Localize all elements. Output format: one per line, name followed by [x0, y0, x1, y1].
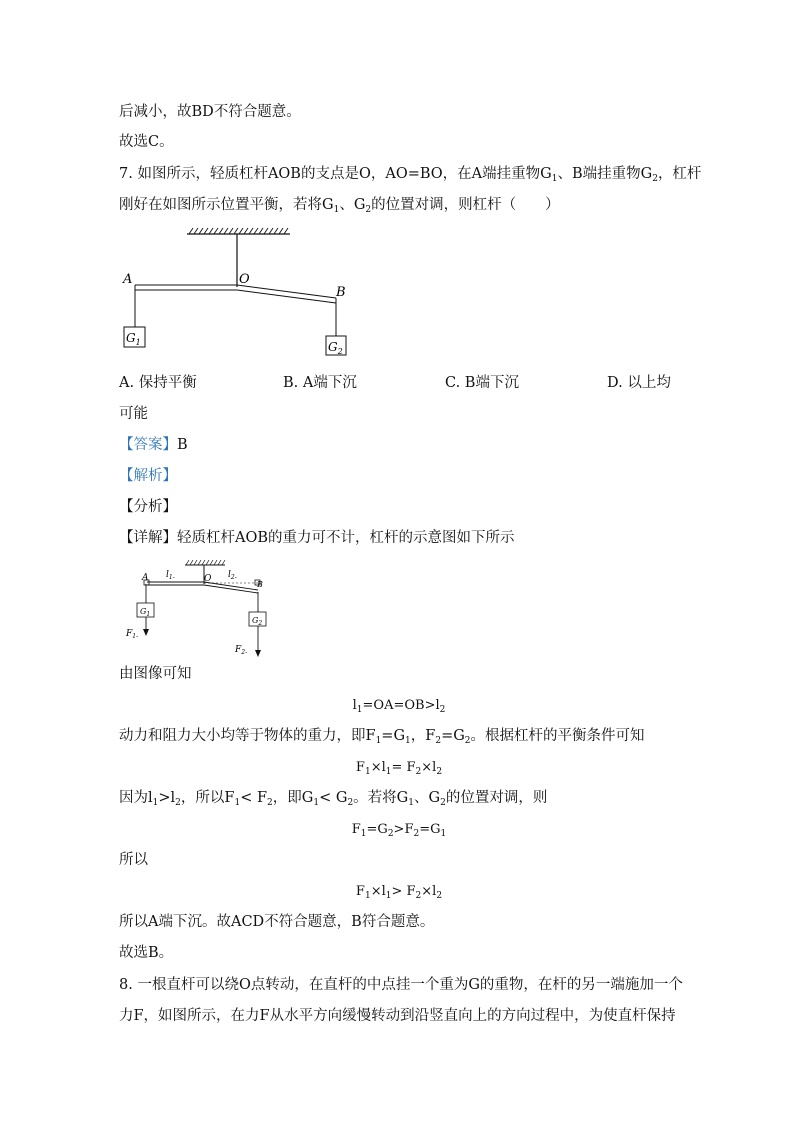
- force-line: 动力和阻力大小均等于物体的重力，即$F_1=G_1$，$F_2=G_2$。根据杠杆的平衡条件可知: [119, 728, 645, 746]
- fig2-label-l2: $l_2-$: [228, 570, 237, 581]
- analysis-label: 【解析】: [119, 468, 177, 484]
- conclusion-line: 所以A端下沉。故ACD不符合题意，B符合题意。: [119, 914, 435, 930]
- fig2-label-O: O: [204, 574, 212, 584]
- intro-line-2: 故选C。: [119, 134, 174, 150]
- option-d-continued: 可能: [119, 406, 148, 422]
- fig2-label-F1: $F_1-$: [126, 629, 139, 640]
- answer-label: 【答案】: [119, 437, 177, 453]
- equation-2: $F_1\times l_1= F_2\times l_2$: [355, 760, 443, 777]
- fenxi-label: 【分析】: [119, 499, 177, 515]
- choose-line: 故选B。: [119, 945, 174, 961]
- fig2-label-B: B: [257, 580, 263, 589]
- label-A: A: [123, 272, 133, 287]
- fig2-label-G1: $G_1$: [140, 607, 151, 618]
- label-G2: $G_2$: [328, 340, 343, 356]
- option-a: A. 保持平衡: [119, 375, 197, 391]
- equation-4: $F_1\times l_1> F_2\times l_2$: [355, 884, 443, 901]
- answer-line: [119, 435, 188, 455]
- fig2-label-F2: $F_2-$: [235, 645, 248, 656]
- q8-line-1: 8. 一根直杆可以绕O点转动，在直杆的中点挂一个重为G的重物，在杆的另一端施加一个: [119, 977, 683, 993]
- fig2-label-G2: $G_2$: [252, 616, 263, 627]
- option-d: D. 以上均: [607, 375, 671, 391]
- so-line: 所以: [119, 852, 148, 868]
- detail-line: 【详解】轻质杠杆AOB的重力可不计，杠杆的示意图如下所示: [119, 530, 515, 546]
- label-O: O: [239, 272, 250, 287]
- label-B: B: [336, 285, 346, 300]
- fig2-label-l1: $l_1-$: [166, 570, 175, 581]
- from-figure-line: 由图像可知: [119, 666, 192, 682]
- equation-3: $F_1=G_2>F_2=G_1$: [351, 822, 447, 839]
- q7-stem-line-1: 7. 如图所示，轻质杠杆AOB的支点是O，AO=BO，在A端挂重物$G_1$、B端挂重物$G_2$，杠杆: [119, 166, 702, 184]
- because-line: 因为$l_1>l_2$，所以$F_1< F_2$，即$G_1< G_2$。若将$G_1$、$G_2$的位置对调，则: [119, 790, 548, 808]
- option-b: B. A端下沉: [283, 375, 357, 391]
- fig2-label-A: A: [142, 573, 149, 583]
- equation-1: $l_1=OA=OB>l_2$: [352, 698, 446, 715]
- lever-figure: [115, 226, 365, 360]
- lever-schematic-figure: [122, 559, 282, 659]
- answer-value: B: [177, 437, 188, 453]
- label-G1: $G_1$: [126, 331, 141, 347]
- intro-line-1: 后减小，故BD不符合题意。: [119, 104, 301, 120]
- q7-stem-line-2: 刚好在如图所示位置平衡，若将$G_1$、$G_2$的位置对调，则杠杆（ ）: [119, 197, 560, 215]
- q8-line-2: 力F，如图所示，在力F从水平方向缓慢转动到沿竖直向上的方向过程中，为使直杆保持: [119, 1008, 676, 1024]
- option-c: C. B端下沉: [445, 375, 519, 391]
